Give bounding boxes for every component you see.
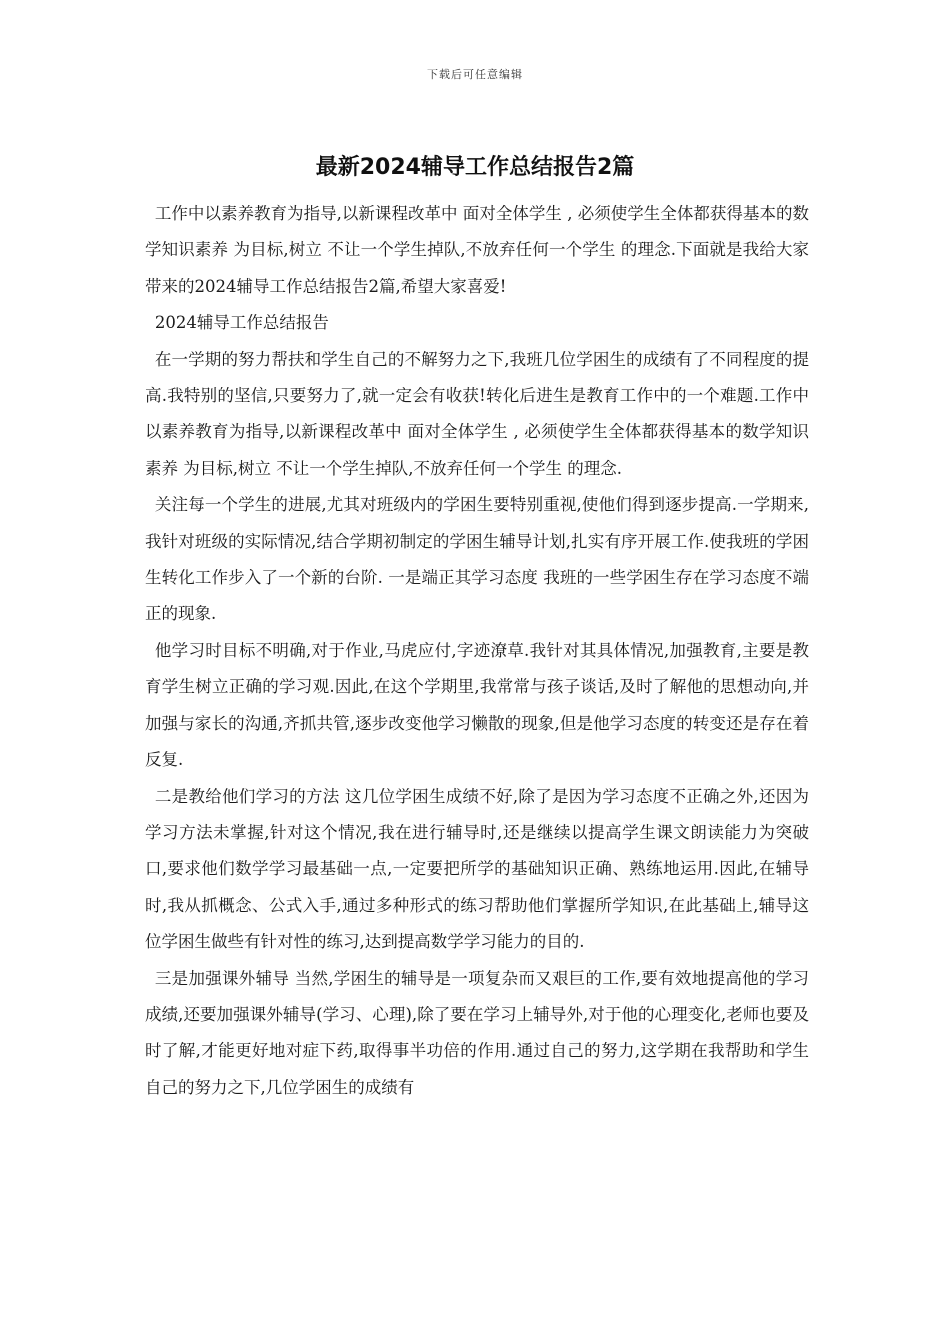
section-heading: 2024辅导工作总结报告 <box>154 313 329 333</box>
paragraph: 关注每一个学生的进展,尤其对班级内的学困生要特别重视,使他们得到逐步提高.一学期来,我针对班级的实际情况,结合学期初制定的学困生辅导计划,扎实有序开展工作.使我班的学困生转化工作步入了一个新的台阶. 一是端正其学习态度 我班的一些学困生存在学习态度不端正的现象. <box>145 495 809 624</box>
paragraph: 二是教给他们学习的方法 这几位学困生成绩不好,除了是因为学习态度不正确之外,还因为学习方法未掌握,针对这个情况,我在进行辅导时,还是继续以提高学生课文朗读能力为突破口,要求他们数学学习最基础一点,一定要把所学的基础知识正确、熟练地运用.因此,在辅导时,我从抓概念、公式入手,通过多种形式的练习帮助他们掌握所学知识,在此基础上,辅导这位学困生做些有针对性的练习,达到提高数学学习能力的目的. <box>145 786 809 952</box>
paragraph: 三是加强课外辅导 当然,学困生的辅导是一项复杂而又艰巨的工作,要有效地提高他的学习成绩,还要加强课外辅导(学习、心理),除了要在学习上辅导外,对于他的心理变化,老师也要及时了解,才能更好地对症下药,取得事半功倍的作用.通过自己的努力,这学期在我帮助和学生自己的努力之下,几位学困生的成绩有 <box>145 968 809 1097</box>
document-body <box>145 196 809 1106</box>
document-title: 最新2024辅导工作总结报告2篇 <box>315 155 635 180</box>
page-header-note: 下载后可任意编辑 <box>427 68 523 81</box>
paragraph: 他学习时目标不明确,对于作业,马虎应付,字迹潦草.我针对其具体情况,加强教育,主要是教育学生树立正确的学习观.因此,在这个学期里,我常常与孩子谈话,及时了解他的思想动向,并加强与家长的沟通,齐抓共管,逐步改变他学习懒散的现象,但是他学习态度的转变还是存在着反复. <box>145 640 809 770</box>
paragraph-intro: 工作中以素养教育为指导,以新课程改革中 面对全体学生 , 必须使学生全体都获得基本的数学知识素养 为目标,树立 不让一个学生掉队,不放弃任何一个学生 的理念.下面就是我给大家带来的2024辅导工作总结报告2篇,希望大家喜爱! <box>145 204 809 296</box>
paragraph: 在一学期的努力帮扶和学生自己的不解努力之下,我班几位学困生的成绩有了不同程度的提高.我特别的坚信,只要努力了,就一定会有收获!转化后进生是教育工作中的一个难题.工作中以素养教育为指导,以新课程改革中 面对全体学生 , 必须使学生全体都获得基本的数学知识素养 为目标,树立 不让一个学生掉队,不放弃任何一个学生 的理念. <box>145 349 809 478</box>
